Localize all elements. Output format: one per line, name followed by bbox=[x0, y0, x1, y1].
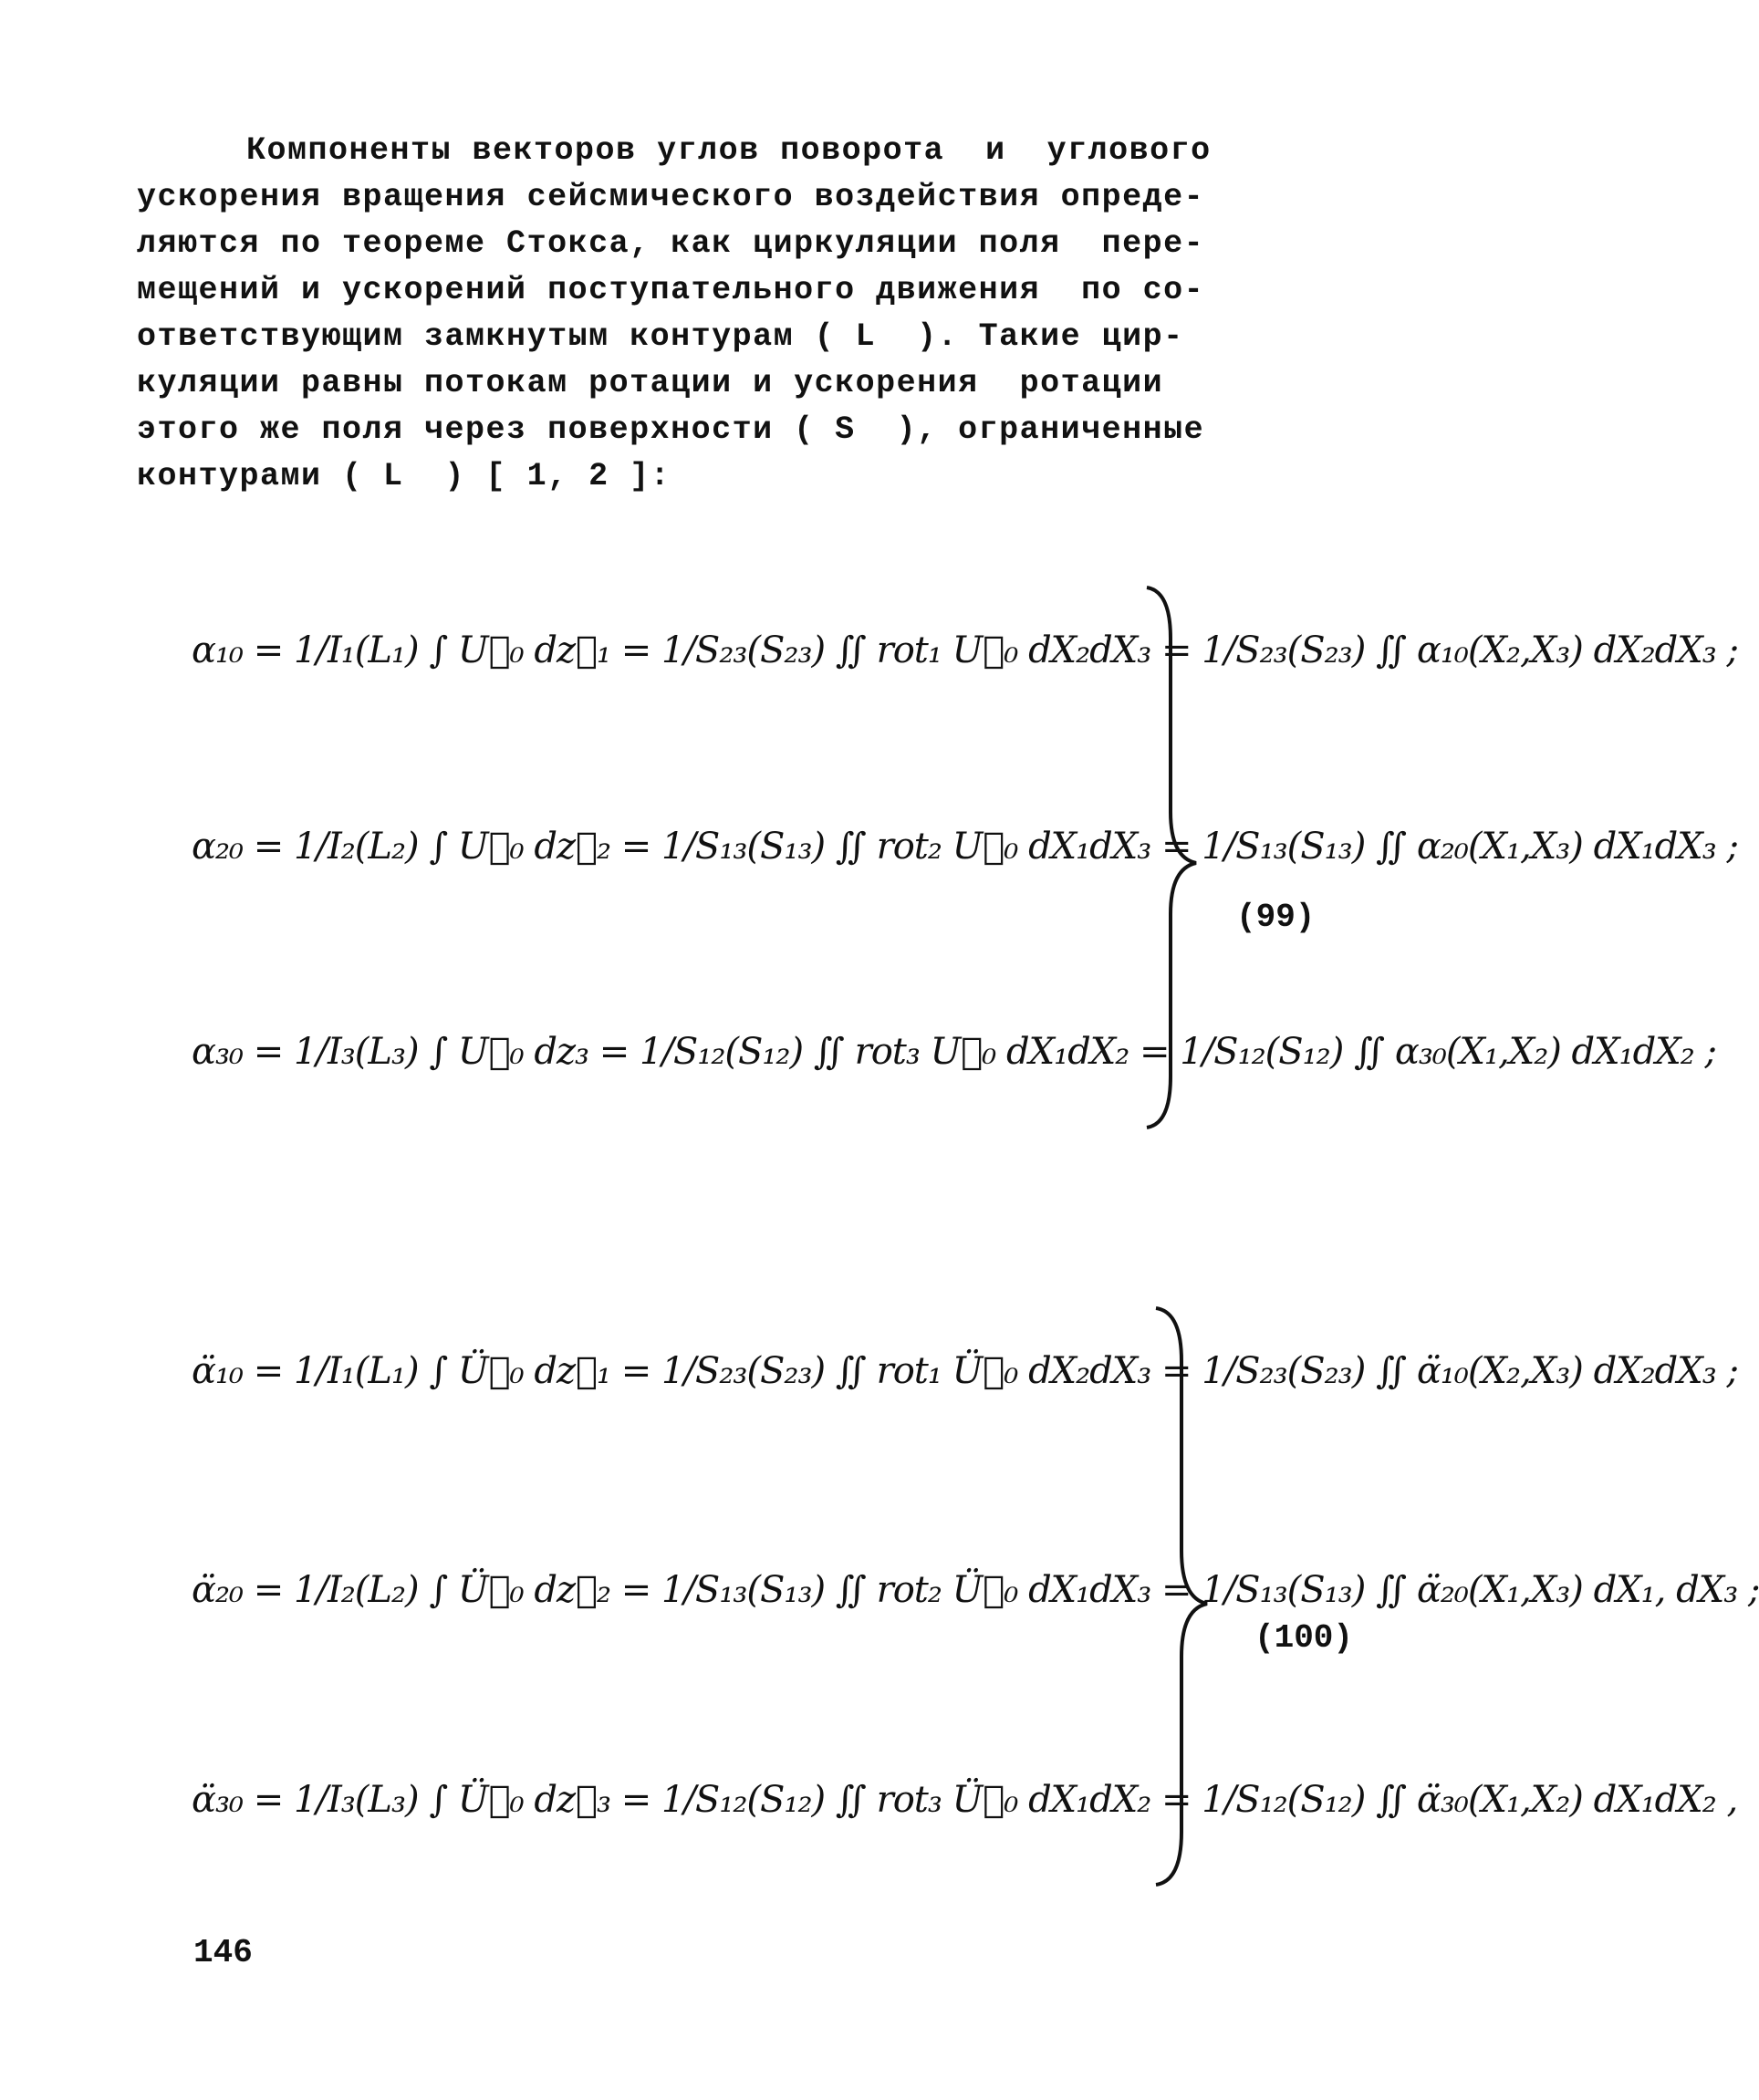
text-line: Компоненты векторов углов поворота и углового bbox=[246, 132, 1212, 169]
text-line: ответствующим замкнутым контурам ( L ). Такие цир- bbox=[137, 318, 1184, 355]
equation-100-line-1: α̈₁₀ = 1/I₁(L₁) ∫ Ü⃗₀ dz⃗₁ = 1/S₂₃(S₂₃) ∬ rot₁ Ü⃗₀ dX₂dX₃ = 1/S₂₃(S₂₃) ∬ α̈₁₀(X₂,X₃) dX₂dX₃ ; bbox=[192, 1350, 1738, 1392]
text-line: ляются по теореме Стокса, как циркуляции поля пере- bbox=[137, 225, 1205, 262]
text-line: этого же поля через поверхности ( S ), ограниченные bbox=[137, 411, 1205, 448]
text-line: куляции равны потокам ротации и ускорения ротации bbox=[137, 365, 1164, 401]
equation-100-line-3: α̈₃₀ = 1/I₃(L₃) ∫ Ü⃗₀ dz⃗₃ = 1/S₁₂(S₁₂) ∬ rot₃ Ü⃗₀ dX₁dX₂ = 1/S₁₂(S₁₂) ∬ α̈₃₀(X₁,X₂) dX₁dX₂ , bbox=[192, 1779, 1738, 1821]
right-brace-99 bbox=[1145, 584, 1200, 1131]
text-line: контурами ( L ) [ 1, 2 ]: bbox=[137, 458, 671, 494]
equation-99-line-2: α₂₀ = 1/I₂(L₂) ∫ U⃗₀ dz⃗₂ = 1/S₁₃(S₁₃) ∬ rot₂ U⃗₀ dX₁dX₃ = 1/S₁₃(S₁₃) ∬ α₂₀(X₁,X₃) dX₁dX₃ ; bbox=[192, 826, 1738, 868]
equation-100-line-2: α̈₂₀ = 1/I₂(L₂) ∫ Ü⃗₀ dz⃗₂ = 1/S₁₃(S₁₃) ∬ rot₂ Ü⃗₀ dX₁dX₃ = 1/S₁₃(S₁₃) ∬ α̈₂₀(X₁,X₃) dX₁, dX₃ ; bbox=[192, 1569, 1759, 1611]
body-paragraph bbox=[137, 128, 1359, 500]
equation-number-100: (100) bbox=[1254, 1619, 1354, 1657]
equation-number-99: (99) bbox=[1236, 899, 1316, 936]
text-line: мещений и ускорений поступательного движения по со- bbox=[137, 272, 1205, 308]
equation-99-line-3: α₃₀ = 1/I₃(L₃) ∫ U⃗₀ dz₃ = 1/S₁₂(S₁₂) ∬ rot₃ U⃗₀ dX₁dX₂ = 1/S₁₂(S₁₂) ∬ α₃₀(X₁,X₂) dX₁dX₂ ; bbox=[192, 1031, 1716, 1073]
right-brace-100 bbox=[1154, 1305, 1209, 1888]
page-number: 146 bbox=[193, 1934, 253, 1971]
text-line: ускорения вращения сейсмического воздействия опреде- bbox=[137, 179, 1205, 215]
equation-99-line-1: α₁₀ = 1/I₁(L₁) ∫ U⃗₀ dz⃗₁ = 1/S₂₃(S₂₃) ∬ rot₁ U⃗₀ dX₂dX₃ = 1/S₂₃(S₂₃) ∬ α₁₀(X₂,X₃) dX₂dX₃ ; bbox=[192, 629, 1738, 671]
